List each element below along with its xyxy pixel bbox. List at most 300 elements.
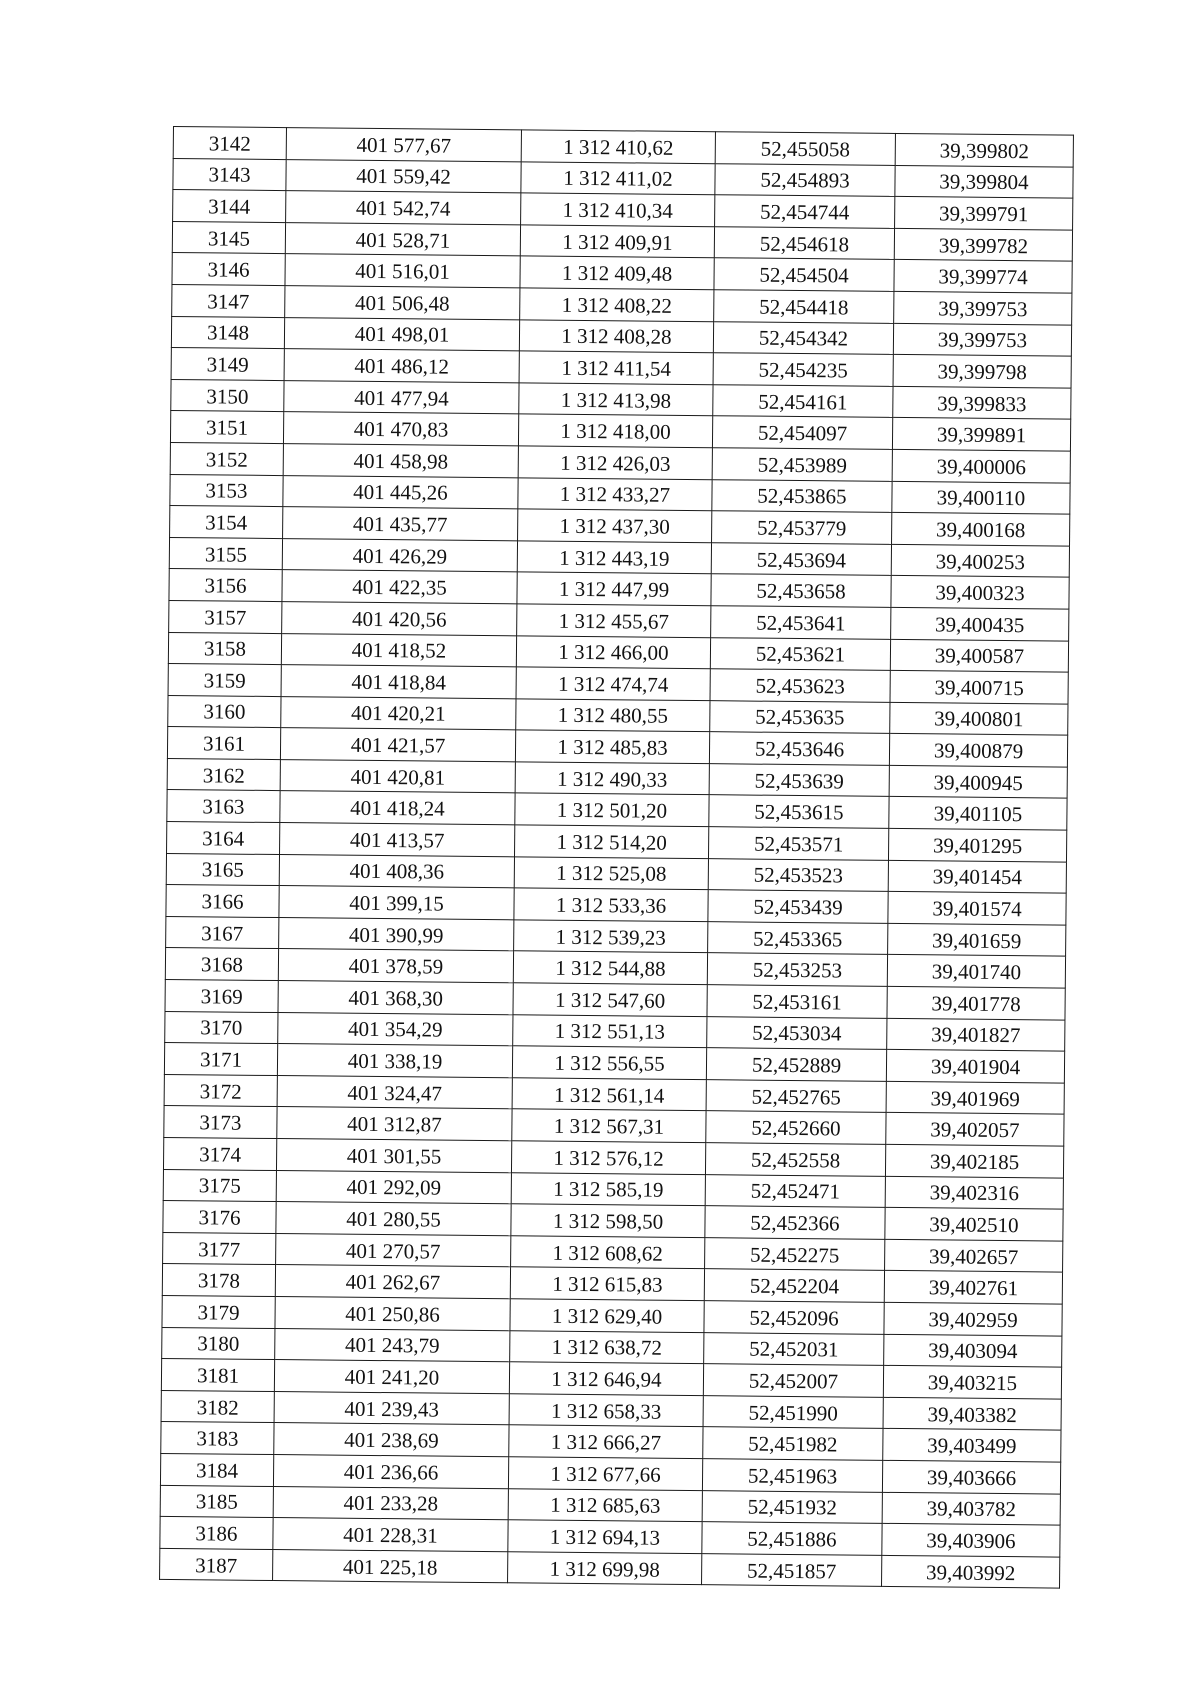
longitude-cell <box>884 1334 1062 1367</box>
cell-value: 52,453779 <box>756 515 847 541</box>
cell-value: 52,453615 <box>754 799 844 825</box>
point-number-cell <box>160 1485 273 1518</box>
x-coordinate-cell <box>279 854 514 888</box>
x-coordinate-cell <box>274 1423 509 1457</box>
cell-value: 52,453865 <box>757 483 847 509</box>
longitude-cell <box>891 607 1069 640</box>
latitude-cell <box>708 922 888 955</box>
cell-value: 401 233,28 <box>343 1491 439 1516</box>
point-number-cell <box>163 1169 276 1202</box>
cell-value: 39,399802 <box>939 138 1030 164</box>
cell-value: 401 445,26 <box>353 480 448 505</box>
x-coordinate-cell <box>283 444 518 478</box>
latitude-cell <box>707 985 887 1018</box>
latitude-cell <box>702 1522 882 1555</box>
latitude-cell <box>715 163 895 196</box>
cell-value: 52,454161 <box>758 389 848 415</box>
latitude-cell <box>703 1395 883 1428</box>
cell-value: 401 312,87 <box>347 1111 442 1137</box>
point-number-cell <box>164 1074 277 1107</box>
longitude-cell <box>889 734 1067 767</box>
longitude-cell <box>890 702 1068 735</box>
longitude-cell <box>886 1050 1064 1083</box>
cell-value: 1 312 699,98 <box>549 1556 660 1582</box>
point-number-cell <box>166 853 279 886</box>
cell-value: 39,402761 <box>928 1275 1019 1301</box>
point-number-cell <box>173 158 286 191</box>
cell-value: 39,403992 <box>925 1559 1016 1585</box>
cell-value: 52,454418 <box>759 294 849 320</box>
y-coordinate-cell <box>512 1046 706 1079</box>
y-coordinate-cell <box>518 414 712 447</box>
cell-value: 1 312 551,13 <box>554 1019 666 1045</box>
latitude-cell <box>710 637 890 670</box>
y-coordinate-cell <box>508 1457 702 1490</box>
cell-value: 52,454097 <box>757 420 848 446</box>
longitude-cell <box>893 323 1071 356</box>
cell-value: 39,401295 <box>932 833 1023 859</box>
longitude-cell <box>894 228 1072 261</box>
latitude-cell <box>704 1301 884 1334</box>
cell-value: 401 420,81 <box>350 764 446 790</box>
point-number-cell <box>163 1137 276 1170</box>
longitude-cell <box>885 1144 1063 1177</box>
y-coordinate-cell <box>509 1394 703 1427</box>
latitude-cell <box>710 669 890 702</box>
coordinates-table <box>159 126 1074 1589</box>
cell-value: 401 528,71 <box>355 227 451 253</box>
cell-value: 1 312 466,00 <box>558 640 669 666</box>
y-coordinate-cell <box>512 1078 706 1111</box>
cell-value: 52,452660 <box>751 1115 841 1141</box>
cell-value: 401 577,67 <box>356 132 452 158</box>
longitude-cell <box>892 513 1070 546</box>
cell-value: 52,453439 <box>753 894 843 920</box>
cell-value: 3165 <box>201 857 244 883</box>
cell-value: 1 312 685,63 <box>550 1493 661 1519</box>
y-coordinate-cell <box>518 446 712 479</box>
x-coordinate-cell <box>281 633 516 667</box>
point-number-cell <box>161 1390 274 1423</box>
cell-value: 39,399782 <box>938 232 1029 258</box>
point-number-cell <box>166 885 279 918</box>
latitude-cell <box>711 542 891 575</box>
point-number-cell <box>170 506 283 539</box>
cell-value: 1 312 556,55 <box>554 1050 665 1076</box>
cell-value: 3145 <box>207 225 251 251</box>
latitude-cell <box>709 732 889 765</box>
latitude-cell <box>707 1016 887 1049</box>
cell-value: 1 312 576,12 <box>553 1145 664 1171</box>
cell-value: 39,403499 <box>927 1433 1017 1459</box>
latitude-cell <box>705 1174 885 1207</box>
point-number-cell <box>173 127 286 160</box>
cell-value: 1 312 598,50 <box>552 1208 664 1234</box>
point-number-cell <box>165 948 278 981</box>
longitude-cell <box>892 418 1070 451</box>
y-coordinate-cell <box>515 793 709 826</box>
cell-value: 401 408,36 <box>349 859 445 885</box>
coordinates-table-body <box>160 127 1074 1589</box>
longitude-cell <box>894 291 1072 324</box>
cell-value: 3156 <box>204 573 247 598</box>
longitude-cell <box>887 955 1065 988</box>
cell-value: 39,399791 <box>938 201 1029 227</box>
cell-value: 39,402185 <box>929 1149 1020 1174</box>
y-coordinate-cell <box>520 256 714 289</box>
cell-value: 3182 <box>196 1394 239 1420</box>
cell-value: 3185 <box>195 1489 238 1515</box>
cell-value: 39,400323 <box>935 580 1025 606</box>
cell-value: 401 542,74 <box>355 195 451 221</box>
cell-value: 1 312 410,62 <box>563 134 674 160</box>
y-coordinate-cell <box>516 635 710 668</box>
y-coordinate-cell <box>511 1172 705 1205</box>
x-coordinate-cell <box>279 917 514 951</box>
cell-value: 1 312 413,98 <box>560 387 672 413</box>
y-coordinate-cell <box>510 1267 704 1300</box>
cell-value: 52,452558 <box>750 1147 841 1173</box>
cell-value: 3167 <box>201 920 244 946</box>
x-coordinate-cell <box>285 254 520 288</box>
cell-value: 52,453523 <box>753 863 844 888</box>
latitude-cell <box>710 700 890 733</box>
x-coordinate-cell <box>285 222 520 256</box>
longitude-cell <box>888 828 1066 861</box>
longitude-cell <box>888 860 1066 893</box>
cell-value: 1 312 409,48 <box>561 260 673 286</box>
y-coordinate-cell <box>516 699 710 732</box>
cell-value: 3173 <box>199 1110 242 1135</box>
x-coordinate-cell <box>280 759 515 793</box>
y-coordinate-cell <box>513 1014 707 1047</box>
cell-value: 39,400587 <box>934 643 1025 669</box>
y-coordinate-cell <box>517 604 711 637</box>
cell-value: 401 301,55 <box>346 1143 442 1169</box>
longitude-cell <box>894 260 1072 293</box>
y-coordinate-cell <box>515 762 709 795</box>
x-coordinate-cell <box>286 191 521 225</box>
longitude-cell <box>888 892 1066 925</box>
cell-value: 1 312 694,13 <box>549 1524 661 1550</box>
cell-value: 1 312 544,88 <box>555 955 666 982</box>
latitude-cell <box>715 132 895 165</box>
cell-value: 401 458,98 <box>353 448 449 474</box>
y-coordinate-cell <box>508 1551 702 1584</box>
cell-value: 52,453623 <box>755 673 845 699</box>
cell-value: 3168 <box>200 952 244 977</box>
x-coordinate-cell <box>275 1328 510 1362</box>
cell-value: 52,453365 <box>752 926 843 952</box>
longitude-cell <box>893 355 1071 388</box>
point-number-cell <box>164 1043 277 1076</box>
point-number-cell <box>162 1327 275 1360</box>
cell-value: 52,453621 <box>755 641 846 667</box>
cell-value: 39,400879 <box>933 738 1024 764</box>
cell-value: 52,453658 <box>756 578 846 604</box>
latitude-cell <box>704 1269 884 1302</box>
cell-value: 401 378,59 <box>348 953 444 979</box>
cell-value: 3153 <box>205 478 248 504</box>
longitude-cell <box>892 449 1070 482</box>
latitude-cell <box>705 1206 885 1239</box>
cell-value: 39,401659 <box>931 927 1022 953</box>
cell-value: 401 426,29 <box>352 543 448 569</box>
cell-value: 52,454342 <box>758 325 849 351</box>
longitude-cell <box>888 923 1066 956</box>
cell-value: 52,453571 <box>753 831 844 857</box>
cell-value: 401 559,42 <box>356 164 451 190</box>
cell-value: 1 312 474,74 <box>557 671 669 697</box>
cell-value: 39,403215 <box>927 1370 1018 1396</box>
cell-value: 401 250,86 <box>345 1301 440 1327</box>
cell-value: 52,452366 <box>750 1210 840 1236</box>
longitude-cell <box>884 1302 1062 1335</box>
x-coordinate-cell <box>282 538 517 572</box>
longitude-cell <box>887 1018 1065 1051</box>
y-coordinate-cell <box>519 319 713 352</box>
y-coordinate-cell <box>516 667 710 700</box>
y-coordinate-cell <box>508 1520 702 1553</box>
latitude-cell <box>707 953 887 986</box>
cell-value: 39,401105 <box>933 801 1023 827</box>
cell-value: 52,452204 <box>749 1273 840 1299</box>
point-number-cell <box>169 537 282 570</box>
latitude-cell <box>708 890 888 923</box>
cell-value: 1 312 418,00 <box>560 418 671 444</box>
point-number-cell <box>163 1201 276 1234</box>
cell-value: 1 312 411,02 <box>563 166 673 192</box>
point-number-cell <box>167 790 280 823</box>
cell-value: 3149 <box>206 352 249 377</box>
latitude-cell <box>713 321 893 354</box>
y-coordinate-cell <box>514 888 708 921</box>
latitude-cell <box>714 226 894 259</box>
cell-value: 52,451963 <box>747 1463 838 1489</box>
cell-value: 3186 <box>195 1521 238 1546</box>
cell-value: 1 312 646,94 <box>551 1366 662 1392</box>
latitude-cell <box>706 1111 886 1144</box>
cell-value: 52,452007 <box>748 1368 839 1394</box>
longitude-cell <box>882 1523 1060 1556</box>
latitude-cell <box>709 795 889 828</box>
cell-value: 39,401969 <box>930 1085 1020 1111</box>
latitude-cell <box>702 1459 882 1492</box>
cell-value: 401 418,52 <box>351 638 447 663</box>
cell-value: 52,452889 <box>751 1052 842 1078</box>
point-number-cell <box>171 348 284 381</box>
cell-value: 52,452275 <box>749 1242 840 1268</box>
cell-value: 39,400945 <box>933 770 1023 795</box>
longitude-cell <box>882 1492 1060 1525</box>
cell-value: 1 312 539,23 <box>555 924 666 950</box>
cell-value: 39,399753 <box>937 327 1028 353</box>
longitude-cell <box>882 1555 1060 1588</box>
point-number-cell <box>169 600 282 633</box>
latitude-cell <box>714 290 894 323</box>
longitude-cell <box>883 1366 1061 1399</box>
cell-value: 52,451982 <box>748 1431 838 1457</box>
cell-value: 3181 <box>196 1363 240 1388</box>
point-number-cell <box>162 1264 275 1297</box>
point-number-cell <box>171 316 284 349</box>
y-coordinate-cell <box>515 730 709 763</box>
cell-value: 1 312 567,31 <box>553 1113 665 1139</box>
cell-value: 1 312 525,08 <box>556 861 667 887</box>
cell-value: 1 312 666,27 <box>550 1429 662 1455</box>
cell-value: 3151 <box>205 415 249 440</box>
cell-value: 3175 <box>198 1173 241 1199</box>
y-coordinate-cell <box>517 541 711 574</box>
point-number-cell <box>173 190 286 223</box>
cell-value: 401 368,30 <box>348 985 444 1011</box>
cell-value: 52,452765 <box>751 1084 841 1110</box>
cell-value: 3144 <box>208 194 251 219</box>
cell-value: 52,453635 <box>755 705 845 730</box>
cell-value: 401 241,20 <box>344 1364 440 1390</box>
x-coordinate-cell <box>276 1202 511 1236</box>
cell-value: 401 354,29 <box>347 1017 443 1043</box>
cell-value: 1 312 615,83 <box>552 1271 663 1297</box>
cell-value: 401 228,31 <box>343 1522 438 1548</box>
cell-value: 401 324,47 <box>347 1080 443 1106</box>
latitude-cell <box>708 858 888 891</box>
longitude-cell <box>887 986 1065 1019</box>
cell-value: 1 312 677,66 <box>550 1461 661 1487</box>
cell-value: 39,401778 <box>931 991 1021 1017</box>
x-coordinate-cell <box>279 886 514 920</box>
cell-value: 39,400253 <box>935 548 1026 574</box>
point-number-cell <box>160 1517 273 1550</box>
cell-value: 39,401827 <box>931 1022 1021 1048</box>
cell-value: 401 418,84 <box>351 669 447 695</box>
cell-value: 52,455058 <box>760 136 851 162</box>
longitude-cell <box>886 1113 1064 1146</box>
point-number-cell <box>170 474 283 507</box>
y-coordinate-cell <box>513 951 707 984</box>
x-coordinate-cell <box>277 1075 512 1109</box>
longitude-cell <box>895 133 1073 166</box>
cell-value: 39,399798 <box>937 359 1027 385</box>
cell-value: 1 312 426,03 <box>560 450 671 476</box>
y-coordinate-cell <box>519 383 713 416</box>
cell-value: 401 498,01 <box>354 322 450 348</box>
y-coordinate-cell <box>517 572 711 605</box>
y-coordinate-cell <box>518 509 712 542</box>
cell-value: 39,403382 <box>927 1401 1017 1427</box>
x-coordinate-cell <box>283 475 518 509</box>
cell-value: 401 418,24 <box>350 795 445 821</box>
cell-value: 1 312 514,20 <box>556 829 667 855</box>
cell-value: 39,400168 <box>935 517 1026 543</box>
cell-value: 401 238,69 <box>344 1427 439 1453</box>
y-coordinate-cell <box>520 225 714 258</box>
cell-value: 52,453989 <box>757 452 848 478</box>
cell-value: 401 420,56 <box>351 606 447 632</box>
cell-value: 52,453646 <box>754 736 845 762</box>
point-number-cell <box>170 442 283 475</box>
cell-value: 401 280,55 <box>346 1206 441 1232</box>
point-number-cell <box>168 664 281 697</box>
cell-value: 1 312 437,30 <box>559 513 670 539</box>
y-coordinate-cell <box>518 477 712 510</box>
cell-value: 52,451886 <box>747 1526 837 1552</box>
point-number-cell <box>161 1359 274 1392</box>
cell-value: 52,453641 <box>756 610 846 636</box>
x-coordinate-cell <box>281 696 516 730</box>
longitude-cell <box>891 576 1069 609</box>
cell-value: 39,399753 <box>938 296 1028 321</box>
cell-value: 52,454893 <box>760 168 850 193</box>
point-number-cell <box>171 379 284 412</box>
latitude-cell <box>703 1364 883 1397</box>
cell-value: 3183 <box>196 1426 239 1451</box>
x-coordinate-cell <box>273 1486 508 1520</box>
point-number-cell <box>165 1011 278 1044</box>
cell-value: 3150 <box>206 383 249 409</box>
longitude-cell <box>883 1397 1061 1430</box>
x-coordinate-cell <box>280 823 515 857</box>
cell-value: 39,400006 <box>936 454 1027 479</box>
x-coordinate-cell <box>276 1139 511 1173</box>
longitude-cell <box>895 165 1073 198</box>
longitude-cell <box>885 1176 1063 1209</box>
cell-value: 39,399774 <box>938 264 1028 290</box>
point-number-cell <box>164 1106 277 1139</box>
cell-value: 3178 <box>197 1268 241 1293</box>
cell-value: 1 312 585,19 <box>553 1177 664 1203</box>
cell-value: 52,454235 <box>758 357 848 383</box>
cell-value: 3160 <box>203 699 246 725</box>
y-coordinate-cell <box>515 825 709 858</box>
cell-value: 1 312 447,99 <box>558 576 670 602</box>
point-number-cell <box>166 916 279 949</box>
cell-value: 401 262,67 <box>345 1269 441 1295</box>
longitude-cell <box>882 1460 1060 1493</box>
cell-value: 3163 <box>202 794 245 819</box>
cell-value: 401 243,79 <box>344 1333 440 1358</box>
point-number-cell <box>163 1232 276 1265</box>
cell-value: 401 506,48 <box>354 290 450 316</box>
latitude-cell <box>702 1553 882 1586</box>
x-coordinate-cell <box>284 349 519 383</box>
cell-value: 39,400801 <box>934 706 1024 732</box>
latitude-cell <box>703 1427 883 1460</box>
cell-value: 1 312 561,14 <box>553 1082 665 1108</box>
longitude-cell <box>895 197 1073 230</box>
cell-value: 39,402959 <box>928 1307 1018 1332</box>
latitude-cell <box>713 384 893 417</box>
cell-value: 3146 <box>207 257 250 282</box>
latitude-cell <box>705 1237 885 1270</box>
cell-value: 3159 <box>203 668 246 693</box>
cell-value: 3148 <box>206 320 250 346</box>
x-coordinate-cell <box>274 1391 509 1425</box>
y-coordinate-cell <box>521 161 715 194</box>
cell-value: 52,452471 <box>750 1178 841 1204</box>
latitude-cell <box>712 416 892 449</box>
cell-value: 39,400110 <box>936 485 1026 511</box>
longitude-cell <box>891 544 1069 577</box>
y-coordinate-cell <box>512 1109 706 1142</box>
cell-value: 1 312 547,60 <box>554 987 666 1013</box>
x-coordinate-cell <box>284 317 519 351</box>
latitude-cell <box>712 479 892 512</box>
y-coordinate-cell <box>519 351 713 384</box>
cell-value: 1 312 409,91 <box>562 229 673 255</box>
x-coordinate-cell <box>277 1044 512 1078</box>
cell-value: 3161 <box>202 731 246 756</box>
